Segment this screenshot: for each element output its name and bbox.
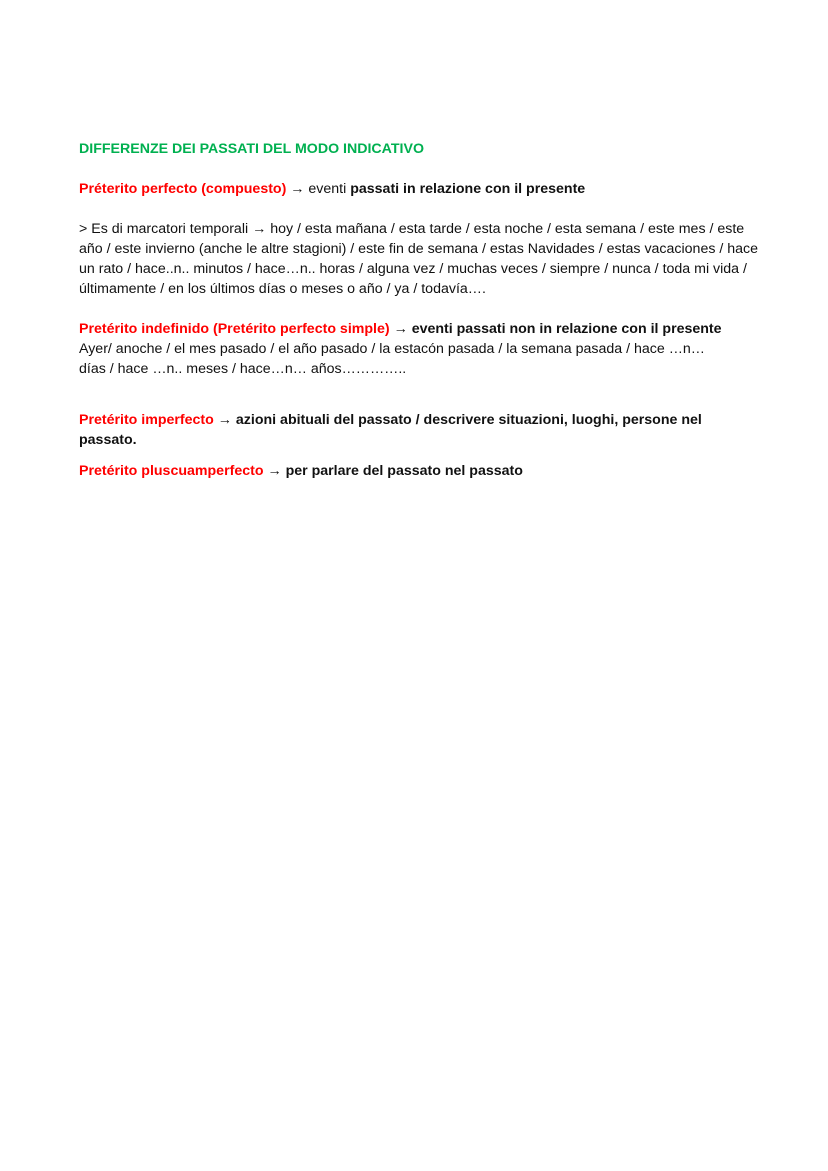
arrow-icon: → xyxy=(290,181,305,197)
perfecto-text-bold: passati in relazione con il presente xyxy=(350,181,586,197)
perfecto-paragraph xyxy=(79,179,759,199)
arrow-icon: → xyxy=(267,463,282,479)
markers-paragraph xyxy=(79,219,759,299)
indefinido-paragraph xyxy=(79,319,759,379)
perfecto-heading: Préterito perfecto (compuesto) xyxy=(79,181,287,197)
indefinido-markers-line-1: Ayer/ anoche / el mes pasado / el año pasado / la estacón pasada / la semana pasada / hace …n… xyxy=(79,341,705,357)
arrow-icon: → xyxy=(393,321,408,337)
imperfecto-text-bold: azioni abituali del passato / descrivere situazioni, luoghi, persone nel passato. xyxy=(79,412,702,448)
arrow-icon: → xyxy=(217,412,232,428)
document-title: DIFFERENZE DEI PASSATI DEL MODO INDICATIVO xyxy=(79,141,424,157)
pluscuamperfecto-heading: Pretérito pluscuamperfecto xyxy=(79,463,264,479)
arrow-icon: → xyxy=(252,221,267,237)
imperfecto-paragraph xyxy=(79,410,759,450)
indefinido-text-bold: eventi passati non in relazione con il presente xyxy=(407,321,722,337)
perfecto-text: eventi xyxy=(304,181,351,197)
document-page xyxy=(79,139,759,481)
imperfecto-heading: Pretérito imperfecto xyxy=(79,412,214,428)
pluscuamperfecto-text-bold: per parlare del passato nel passato xyxy=(281,463,523,479)
indefinido-heading: Pretérito indefinido (Pretérito perfecto simple) xyxy=(79,321,390,337)
pluscuamperfecto-paragraph xyxy=(79,461,759,481)
indefinido-markers-line-2: días / hace …n.. meses / hace…n… años………….. xyxy=(79,361,407,377)
markers-intro: > Es di marcatori temporali xyxy=(79,221,253,237)
markers-list: hoy / esta mañana / esta tarde / esta noche / esta semana / este mes / este año / este invierno (anche le altre stagioni) / este fin de semana / estas Navidades / estas vacaciones / hace un rato / hace..n.. minutos / hace…n.. horas / alguna vez / muchas veces / siempre / nunca / toda mi vida / últimamente / en los últimos días o meses o año / ya / todavía…. xyxy=(79,221,759,297)
